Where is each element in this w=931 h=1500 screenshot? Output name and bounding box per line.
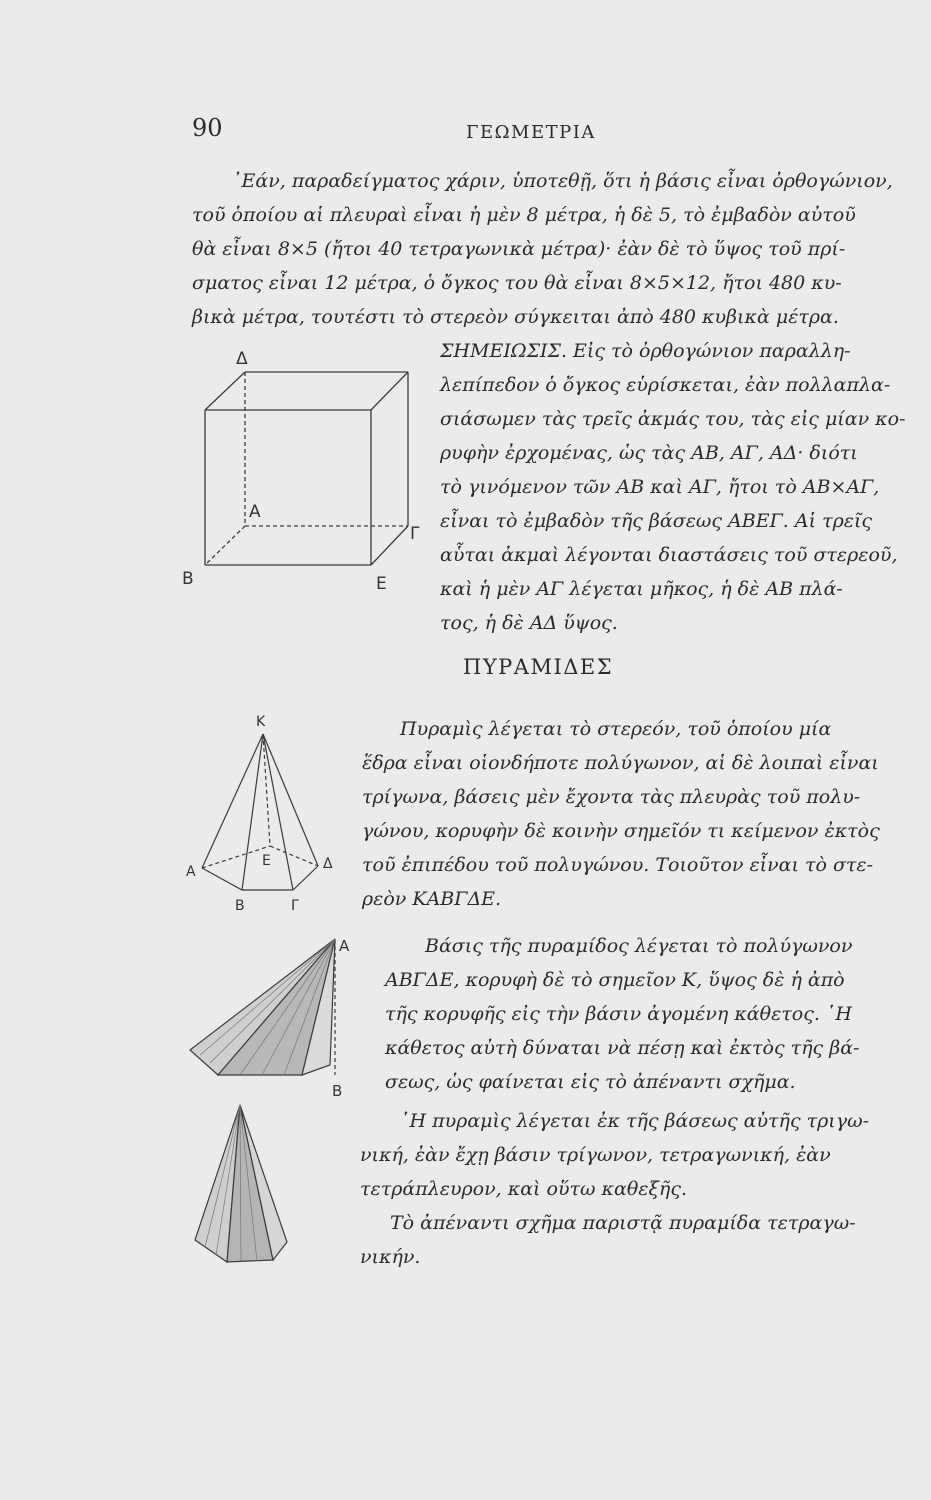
base-line: σεως, ὡς φαίνεται εἰς τὸ ἀπέναντι σχῆμα. [385,1071,796,1093]
note-line: ρυφὴν ἐρχομένας, ὡς τὰς ΑΒ, ΑΓ, ΑΔ· διότι [440,442,858,464]
square-pyramid-figure [185,1100,295,1285]
running-title: ΓΕΩΜΕΤΡΙΑ [466,122,596,143]
pyramid-label-e: Ε [262,853,271,869]
kind-line: νικήν. [360,1246,421,1268]
note-line: τος, ἡ δὲ ΑΔ ὕψος. [440,612,618,634]
intro-line: σματος εἶναι 12 μέτρα, ὁ ὄγκος του θὰ εἶναι 8×5×12, ἤτοι 480 κυ- [192,272,842,294]
pyramid-label-g: Γ [291,898,299,914]
note-line: σιάσωμεν τὰς τρεῖς ἀκμάς του, τὰς εἰς μίαν κο- [440,408,906,430]
page-number: 90 [192,114,223,142]
intro-line: τοῦ ὁποίου αἱ πλευραὶ εἶναι ἡ μὲν 8 μέτρα, ἡ δὲ 5, τὸ ἐμβαδὸν αὐτοῦ [192,204,856,226]
oblique-label-a: Α [339,937,350,955]
note-line: καὶ ἡ μὲν ΑΓ λέγεται μῆκος, ἡ δὲ ΑΒ πλά- [440,578,843,600]
def-line: ρεὸν ΚΑΒΓΔΕ. [362,888,502,910]
def-line: τοῦ ἐπιπέδου τοῦ πολυγώνου. Τοιοῦτον εἶναι τὸ στε- [362,854,874,876]
box-label-a: Α [249,502,261,522]
base-line: Βάσις τῆς πυραμίδος λέγεται τὸ πολύγωνον [425,935,853,957]
box-figure [180,340,440,610]
intro-line: θὰ εἶναι 8×5 (ἤτοι 40 τετραγωνικὰ μέτρα)· ἐὰν δὲ τὸ ὕψος τοῦ πρί- [192,238,846,260]
note-line: τὸ γινόμενον τῶν ΑΒ καὶ ΑΓ, ἤτοι τὸ ΑΒ×ΑΓ, [440,476,880,498]
pyramid-label-k: Κ [256,714,266,730]
def-line: τρίγωνα, βάσεις μὲν ἔχοντα τὰς πλευρὰς τοῦ πολυ- [362,786,861,808]
kind-line: νική, ἐὰν ἔχῃ βάσιν τρίγωνον, τετραγωνική, ἐὰν [360,1144,831,1166]
kind-line: Τὸ ἀπέναντι σχῆμα παριστᾷ πυραμίδα τετραγω- [390,1212,856,1234]
pentagonal-pyramid-figure [180,710,350,914]
note-line: εἶναι τὸ ἐμβαδὸν τῆς βάσεως ΑΒΕΓ. Αἱ τρεῖς [440,510,873,532]
base-line: τῆς κορυφῆς εἰς τὴν βάσιν ἀγομένη κάθετος. ῾Η [385,1003,853,1025]
box-label-b: Β [182,569,194,589]
base-line: ΑΒΓΔΕ, κορυφὴ δὲ τὸ σημεῖον Κ, ὕψος δὲ ἡ ἀπὸ [385,969,845,991]
box-label-e: Ε [376,574,387,594]
kind-line: τετράπλευρον, καὶ οὕτω καθεξῆς. [360,1178,687,1200]
base-line: κάθετος αὐτὴ δύναται νὰ πέσῃ καὶ ἐκτὸς τῆς βά- [385,1037,860,1059]
note-line: ΣΗΜΕΙΩΣΙΣ. Εἰς τὸ ὀρθογώνιον παραλλη- [440,340,851,362]
oblique-label-b: Β [332,1082,343,1100]
intro-line: ᾿Εάν, παραδείγματος χάριν, ὑποτεθῇ, ὅτι ἡ βάσις εἶναι ὀρθογώνιον, [232,170,893,192]
box-label-g: Γ [410,524,420,544]
oblique-pyramid-figure [180,925,370,1105]
def-line: Πυραμὶς λέγεται τὸ στερεόν, τοῦ ὁποίου μία [400,718,832,740]
def-line: ἕδρα εἶναι οἱονδήποτε πολύγωνον, αἱ δὲ λοιπαὶ εἶναι [362,752,879,774]
pyramid-label-a: Α [186,864,196,880]
section-title: ΠΥΡΑΜΙΔΕΣ [463,655,614,679]
note-line: λεπίπεδον ὁ ὄγκος εὑρίσκεται, ἐὰν πολλαπλα- [440,374,891,396]
def-line: γώνου, κορυφὴν δὲ κοινὴν σημεῖόν τι κείμενον ἐκτὸς [362,820,880,842]
kind-line: ῾Η πυραμὶς λέγεται ἐκ τῆς βάσεως αὐτῆς τριγω- [400,1110,870,1132]
note-line: αὗται ἀκμαὶ λέγονται διαστάσεις τοῦ στερεοῦ, [440,544,898,566]
box-label-d: Δ [236,349,248,369]
pyramid-label-d: Δ [323,856,333,872]
intro-line: βικὰ μέτρα, τουτέστι τὸ στερεὸν σύγκειται ἀπὸ 480 κυβικὰ μέτρα. [192,306,839,328]
pyramid-label-b: Β [235,898,245,914]
